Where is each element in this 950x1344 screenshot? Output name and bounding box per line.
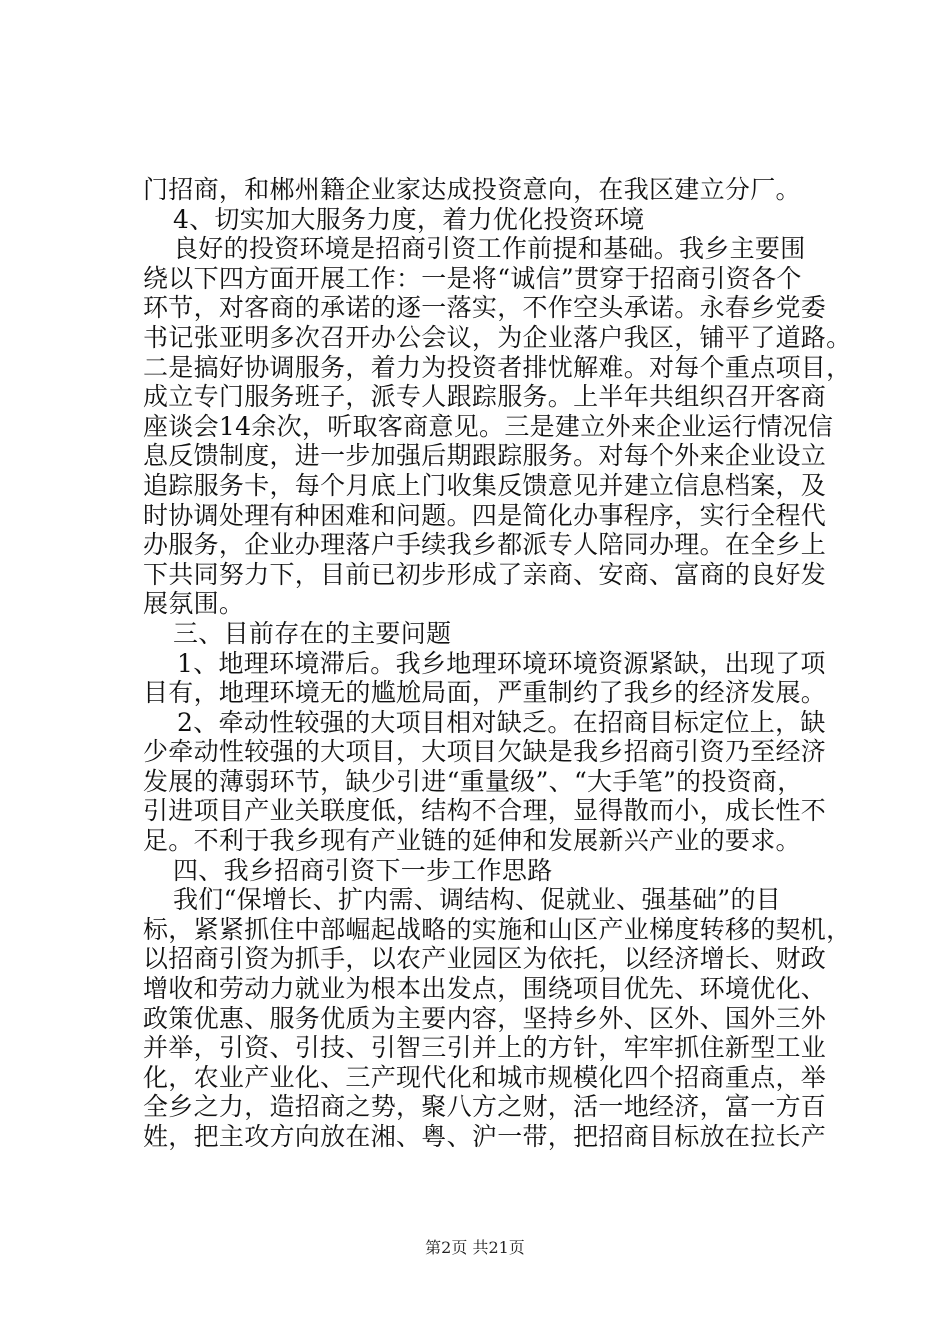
text-line: 追踪服务卡，每个月底上门收集反馈意见并建立信息档案，及 (143, 470, 827, 500)
document-body (143, 175, 863, 1152)
text-line: 政策优惠、服务优质为主要内容，坚持乡外、区外、国外三外 (143, 1003, 827, 1033)
text-line: 1、地理环境滞后。我乡地理环境环境资源紧缺，出现了项 (177, 648, 826, 678)
text-line: 环节，对客商的承诺的逐一落实，不作空头承诺。永春乡党委 (143, 293, 827, 323)
text-line: 三、目前存在的主要问题 (173, 618, 452, 648)
text-line: 4、切实加大服务力度，着力优化投资环境 (173, 204, 645, 234)
text-line: 成立专门服务班子，派专人跟踪服务。上半年共组织召开客商 (143, 382, 827, 412)
text-line: 门招商，和郴州籍企业家达成投资意向，在我区建立分厂。 (143, 175, 801, 204)
text-line: 下共同努力下，目前已初步形成了亲商、安商、富商的良好发 (143, 559, 827, 589)
text-line: 办服务，企业办理落户手续我乡都派专人陪同办理。在全乡上 (143, 530, 827, 560)
text-line: 二是搞好协调服务，着力为投资者排忧解难。对每个重点项目， (143, 352, 852, 382)
text-line: 我们“保增长、扩内需、调结构、促就业、强基础”的目 (173, 885, 782, 915)
text-line: 绕以下四方面开展工作：一是将“诚信”贯穿于招商引资各个 (143, 263, 802, 293)
text-line: 增收和劳动力就业为根本出发点，围绕项目优先、环境优化、 (143, 974, 827, 1004)
text-line: 时协调处理有种困难和问题。四是简化办事程序，实行全程代 (143, 500, 827, 530)
text-line: 2、牵动性较强的大项目相对缺乏。在招商目标定位上，缺 (177, 707, 826, 737)
text-line: 座谈会14余次，听取客商意见。三是建立外来企业运行情况信 (143, 411, 834, 441)
text-line: 书记张亚明多次召开办公会议，为企业落户我区，铺平了道路。 (143, 322, 852, 352)
page-footer: 第2页 共21页 (425, 1238, 525, 1257)
text-line: 姓，把主攻方向放在湘、粤、沪一带，把招商目标放在拉长产 (143, 1122, 827, 1151)
text-line: 化，农业产业化、三产现代化和城市规模化四个招商重点，举 (143, 1062, 827, 1092)
text-line: 全乡之力，造招商之势，聚八方之财，活一地经济，富一方百 (143, 1092, 827, 1122)
text-line: 四、我乡招商引资下一步工作思路 (173, 855, 553, 885)
text-line: 引进项目产业关联度低，结构不合理，显得散而小，成长性不 (143, 796, 827, 826)
text-line: 目有，地理环境无的尴尬局面，严重制约了我乡的经济发展。 (143, 678, 827, 708)
text-line: 标，紧紧抓住中部崛起战略的实施和山区产业梯度转移的契机， (143, 914, 852, 944)
text-line: 展氛围。 (143, 589, 245, 619)
text-line: 足。不利于我乡现有产业链的延伸和发展新兴产业的要求。 (143, 826, 801, 856)
text-line: 并举，引资、引技、引智三引并上的方针，牢牢抓住新型工业 (143, 1033, 827, 1063)
text-line: 良好的投资环境是招商引资工作前提和基础。我乡主要围 (173, 234, 806, 264)
text-line: 以招商引资为抓手，以农产业园区为依托，以经济增长、财政 (143, 944, 827, 974)
text-line: 发展的薄弱环节，缺少引进“重量级”、“大手笔”的投资商， (143, 766, 803, 796)
text-line: 息反馈制度，进一步加强后期跟踪服务。对每个外来企业设立 (143, 441, 827, 471)
text-line: 少牵动性较强的大项目，大项目欠缺是我乡招商引资乃至经济 (143, 737, 827, 767)
